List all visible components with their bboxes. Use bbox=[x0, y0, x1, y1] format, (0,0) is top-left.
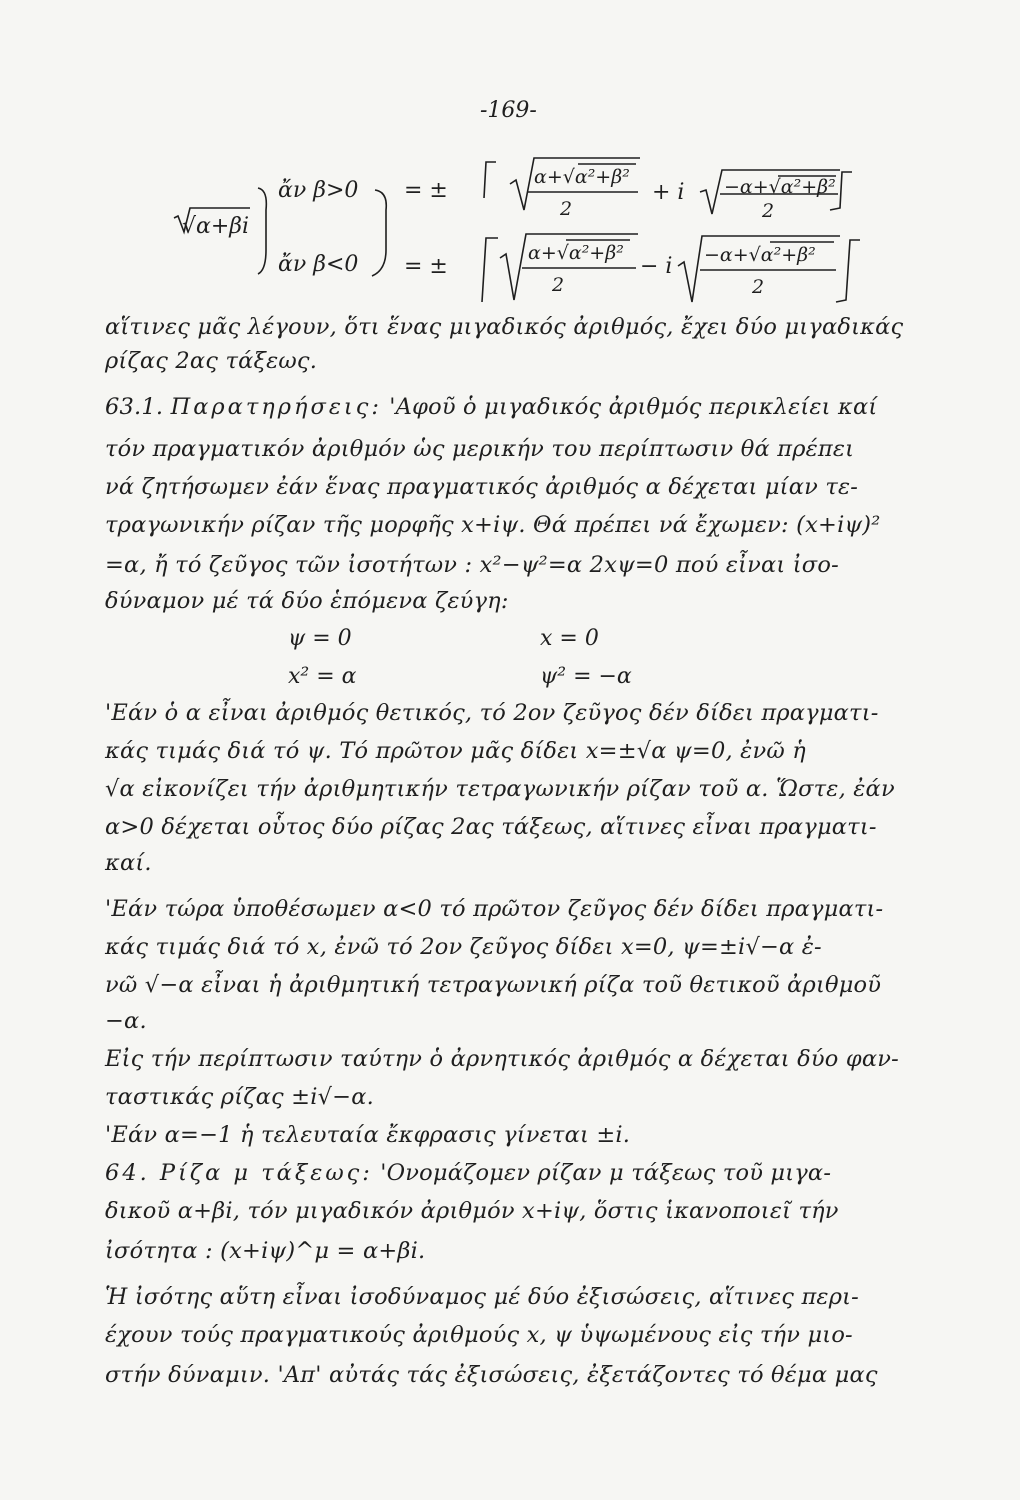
text-line: νῶ √−α εἶναι ἡ ἀριθμητική τετραγωνική ρίζα τοῦ θετικοῦ ἀριθμοῦ bbox=[105, 972, 882, 998]
bracket-open-1 bbox=[484, 162, 496, 198]
text-line: καί. bbox=[105, 850, 152, 876]
text-line: έχουν τούς πραγματικούς ἀριθμούς x, ψ ὑψωμένους εἰς τήν μιο- bbox=[105, 1322, 853, 1348]
text-line: αἵτινες μᾶς λέγουν, ὅτι ἕνας μιγαδικός ἀριθμός, ἔχει δύο μιγαδικάς bbox=[105, 314, 904, 340]
text-line: ταστικάς ρίζας ±i√−α. bbox=[105, 1084, 374, 1110]
denominator-2a: 2 bbox=[552, 274, 565, 296]
text-line: ρίζας 2ας τάξεως. bbox=[105, 348, 318, 374]
denominator-2b: 2 bbox=[752, 276, 765, 298]
text-line: τόν πραγματικόν ἀριθμόν ὡς μερικήν του περίπτωσιν θά πρέπει bbox=[105, 436, 855, 462]
page-number: -169- bbox=[480, 98, 537, 123]
section-title: 64. Ρίζα μ τάξεως: bbox=[105, 1160, 373, 1186]
text-line: κάς τιμάς διά τό x, ἐνῶ τό 2ον ζεῦγος δίδει x=0, ψ=±i√−α ἐ- bbox=[105, 934, 822, 960]
left-brace-1 bbox=[258, 188, 266, 274]
text-line: 'Εάν ὁ α εἶναι ἀριθμός θετικός, τό 2ον ζεῦγος δέν δίδει πραγματι- bbox=[105, 700, 879, 726]
text-line: τραγωνικήν ρίζαν τῆς μορφῆς x+iψ. Θά πρέπει νά ἔχωμεν: (x+iψ)² bbox=[105, 512, 881, 538]
plus-minus-2: = ± bbox=[404, 254, 448, 279]
plus-i: + i bbox=[652, 180, 685, 205]
bracket-open-2 bbox=[482, 238, 498, 302]
text-line: Εἰς τήν περίπτωσιν ταύτην ὁ ἀρνητικός ἀριθμός α δέχεται δύο φαν- bbox=[105, 1046, 899, 1072]
text-line: δύναμον μέ τά δύο ἑπόμενα ζεύγη: bbox=[105, 588, 509, 614]
system-right-1: x = 0 bbox=[540, 626, 599, 651]
text-line: √α εἰκονίζει τήν ἀριθμητικήν τετραγωνικήν ρίζαν τοῦ α. Ὥστε, ἐάν bbox=[105, 776, 895, 802]
case-negative: ἄν β<0 bbox=[278, 252, 359, 277]
denominator-1a: 2 bbox=[560, 198, 573, 220]
text-line: 'Εάν α=−1 ἡ τελευταία ἔκφρασις γίνεται ±i. bbox=[105, 1122, 631, 1148]
system-left-2: x² = α bbox=[288, 664, 357, 689]
formula-brackets-drawing bbox=[0, 150, 1020, 310]
text-line: 'Ονομάζομεν ρίζαν μ τάξεως τοῦ μιγα- bbox=[380, 1160, 832, 1186]
system-left-1: ψ = 0 bbox=[288, 626, 352, 651]
section-heading-63-1 bbox=[105, 394, 877, 420]
sqrt-complex-formula bbox=[0, 150, 1020, 310]
section-number: 63.1. bbox=[105, 394, 164, 420]
text-line: α>0 δέχεται οὗτος δύο ρίζας 2ας τάξεως, αἵτινες εἶναι πραγματι- bbox=[105, 814, 877, 840]
text-line: δικοῦ α+βi, τόν μιγαδικόν ἀριθμόν x+iψ, ὅστις ἱκανοποιεῖ τήν bbox=[105, 1198, 839, 1224]
text-line: −α. bbox=[105, 1008, 147, 1034]
numerator-2b: −α+√α²+β² bbox=[704, 244, 816, 266]
text-line: νά ζητήσωμεν ἐάν ἕνας πραγματικός ἀριθμός α δέχεται μίαν τε- bbox=[105, 474, 859, 500]
text-line: Ἡ ἰσότης αὕτη εἶναι ἰσοδύναμος μέ δύο ἐξισώσεις, αἵτινες περι- bbox=[105, 1284, 859, 1310]
section-title: Παρατηρήσεις: bbox=[170, 394, 382, 420]
text-line: στήν δύναμιν. 'Απ' αὐτάς τάς ἐξισώσεις, ἐξετάζοντες τό θέμα μας bbox=[105, 1362, 878, 1388]
formula-lhs: √α+βi bbox=[182, 214, 250, 239]
text-line: 'Αφοῦ ὁ μιγαδικός ἀριθμός περικλείει καί bbox=[389, 394, 878, 420]
minus-i: − i bbox=[640, 254, 673, 279]
plus-minus-1: = ± bbox=[404, 178, 448, 203]
numerator-1b: −α+√α²+β² bbox=[724, 176, 836, 198]
numerator-1a: α+√α²+β² bbox=[534, 166, 630, 188]
text-line: ἰσότητα : (x+iψ)^μ = α+βi. bbox=[105, 1238, 426, 1264]
system-right-2: ψ² = −α bbox=[540, 664, 632, 689]
text-line: κάς τιμάς διά τό ψ. Τό πρῶτον μᾶς δίδει x=±√α ψ=0, ἐνῶ ἡ bbox=[105, 738, 806, 764]
text-line: =α, ἤ τό ζεῦγος τῶν ἰσοτήτων : x²−ψ²=α 2xψ=0 πού εἶναι ἰσο- bbox=[105, 552, 839, 578]
case-positive: ἄν β>0 bbox=[278, 178, 359, 203]
bracket-close-2 bbox=[836, 240, 860, 302]
denominator-1b: 2 bbox=[762, 200, 775, 222]
right-brace-1 bbox=[372, 190, 386, 276]
text-line: 'Εάν τώρα ὑποθέσωμεν α<0 τό πρῶτον ζεῦγος δέν δίδει πραγματι- bbox=[105, 896, 884, 922]
numerator-2a: α+√α²+β² bbox=[528, 242, 624, 264]
section-heading-64 bbox=[105, 1160, 831, 1186]
